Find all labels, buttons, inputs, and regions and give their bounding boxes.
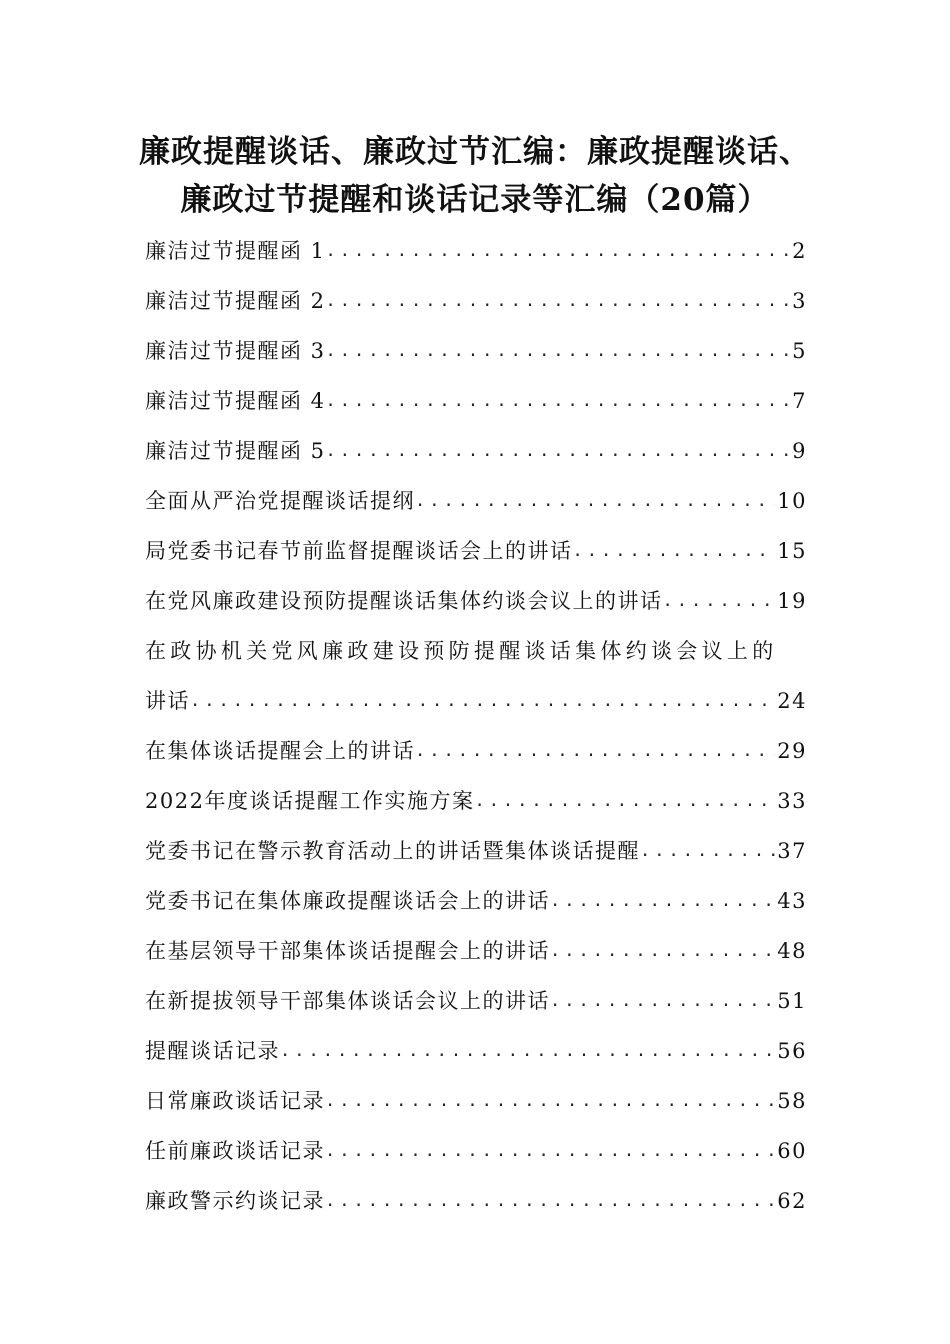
toc-entry-label: 廉洁过节提醒函 3 xyxy=(145,339,326,363)
toc-entry-page: 60 xyxy=(777,1139,807,1163)
toc-entry-page: 37 xyxy=(777,839,807,863)
toc-entry-label: 在基层领导干部集体谈话提醒会上的讲话 xyxy=(145,939,550,963)
toc-entry[interactable] xyxy=(145,776,807,826)
toc-dot-leader xyxy=(550,926,775,976)
toc-entry-label: 日常廉政谈话记录 xyxy=(145,1089,325,1113)
toc-entry[interactable] xyxy=(145,826,807,876)
toc-entry-label: 提醒谈话记录 xyxy=(145,1039,280,1063)
toc-entry[interactable] xyxy=(145,1026,807,1076)
toc-entry[interactable] xyxy=(145,326,807,376)
toc-entry-label: 廉洁过节提醒函 1 xyxy=(145,239,326,263)
toc-entry-label: 在集体谈话提醒会上的讲话 xyxy=(145,739,415,763)
toc-entry[interactable] xyxy=(145,376,807,426)
toc-entry[interactable] xyxy=(145,1176,807,1226)
toc-dot-leader xyxy=(190,676,775,726)
toc-dot-leader xyxy=(326,376,791,426)
toc-entry-label: 讲话 xyxy=(145,689,190,713)
document-title-line-1: 廉政提醒谈话、廉政过节汇编：廉政提醒谈话、 xyxy=(139,134,811,170)
toc-entry-label: 廉政警示约谈记录 xyxy=(145,1189,325,1213)
toc-entry-page: 29 xyxy=(777,739,807,763)
toc-entry-page: 24 xyxy=(777,689,807,713)
toc-dot-leader xyxy=(325,1076,775,1126)
toc-entry[interactable] xyxy=(145,526,807,576)
toc-dot-leader xyxy=(326,226,791,276)
toc-entry-line-1[interactable] xyxy=(145,626,807,676)
toc-entry-label: 廉洁过节提醒函 5 xyxy=(145,439,326,463)
toc-dot-leader xyxy=(474,776,775,826)
toc-entry-page: 56 xyxy=(777,1039,807,1063)
toc-entry-label: 廉洁过节提醒函 4 xyxy=(145,389,326,413)
toc-dot-leader xyxy=(325,1176,775,1226)
toc-entry[interactable] xyxy=(145,926,807,976)
toc-entry[interactable] xyxy=(145,476,807,526)
toc-dot-leader xyxy=(415,476,775,526)
toc-entry-page: 19 xyxy=(777,589,807,613)
toc-entry-label: 党委书记在警示教育活动上的讲话暨集体谈话提醒 xyxy=(145,839,640,863)
toc-entry[interactable] xyxy=(145,276,807,326)
toc-entry-page: 10 xyxy=(777,489,807,513)
toc-entry-label: 廉洁过节提醒函 2 xyxy=(145,289,326,313)
toc-entry[interactable] xyxy=(145,1126,807,1176)
toc-entry-label: 在党风廉政建设预防提醒谈话集体约谈会议上的讲话 xyxy=(145,589,663,613)
toc-entry-label: 党委书记在集体廉政提醒谈话会上的讲话 xyxy=(145,889,550,913)
toc-dot-leader xyxy=(325,1126,775,1176)
toc-dot-leader xyxy=(326,426,791,476)
toc-entry-line-2[interactable] xyxy=(145,676,807,726)
toc-entry[interactable] xyxy=(145,426,807,476)
toc-entry[interactable] xyxy=(145,226,807,276)
toc-entry-page: 15 xyxy=(777,539,807,563)
toc-dot-leader xyxy=(326,276,791,326)
toc-dot-leader xyxy=(280,1026,775,1076)
toc-entry-page: 62 xyxy=(777,1189,807,1213)
toc-entry-label: 在政协机关党风廉政建设预防提醒谈话集体约谈会议上的 xyxy=(145,639,778,663)
toc-entry-label: 局党委书记春节前监督提醒谈话会上的讲话 xyxy=(145,539,573,563)
toc-dot-leader xyxy=(415,726,775,776)
toc-entry-page: 5 xyxy=(792,339,807,363)
toc-dot-leader xyxy=(550,976,775,1026)
toc-entry-label: 全面从严治党提醒谈话提纲 xyxy=(145,489,415,513)
toc-entry[interactable] xyxy=(145,726,807,776)
toc-entry-label: 在新提拔领导干部集体谈话会议上的讲话 xyxy=(145,989,550,1013)
toc-entry-page: 2 xyxy=(792,239,807,263)
toc-entry-page: 7 xyxy=(792,389,807,413)
toc-entry-label: 2022年度谈话提醒工作实施方案 xyxy=(145,789,475,813)
toc-entry[interactable] xyxy=(145,876,807,926)
table-of-contents xyxy=(145,226,807,1226)
toc-entry-page: 3 xyxy=(792,289,807,313)
toc-entry-label: 任前廉政谈话记录 xyxy=(145,1139,325,1163)
toc-entry-page: 9 xyxy=(792,439,807,463)
toc-entry[interactable] xyxy=(145,976,807,1026)
toc-entry-page: 33 xyxy=(777,789,807,813)
toc-entry[interactable] xyxy=(145,1076,807,1126)
toc-entry-page: 43 xyxy=(777,889,807,913)
toc-entry-page: 51 xyxy=(777,989,807,1013)
toc-dot-leader xyxy=(550,876,775,926)
toc-dot-leader xyxy=(663,576,776,626)
toc-entry[interactable] xyxy=(145,576,807,626)
toc-dot-leader xyxy=(326,326,791,376)
toc-entry-page: 48 xyxy=(777,939,807,963)
toc-entry-page: 58 xyxy=(777,1089,807,1113)
toc-dot-leader xyxy=(640,826,775,876)
toc-dot-leader xyxy=(573,526,776,576)
document-title-line-2: 廉政过节提醒和谈话记录等汇编（20篇） xyxy=(180,182,770,218)
